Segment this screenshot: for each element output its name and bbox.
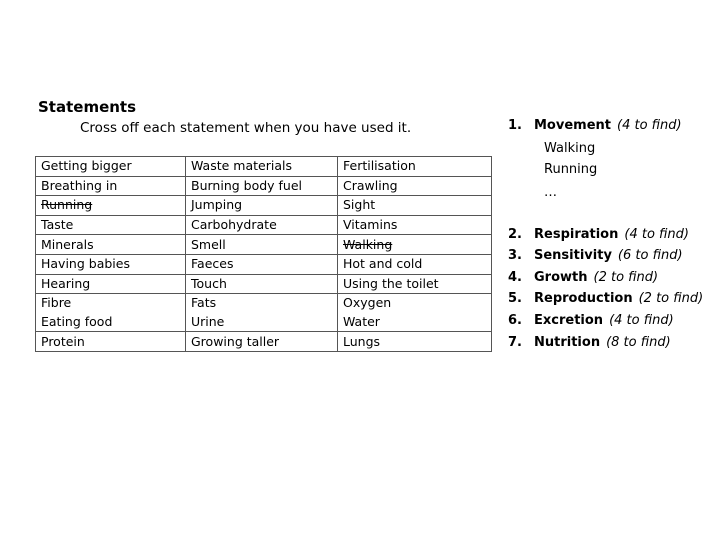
statement-cell: Burning body fuel — [186, 176, 338, 196]
instruction-text: Cross off each statement when you have used it. — [80, 120, 412, 136]
process-item — [508, 270, 658, 285]
statement-cell: Eating food — [36, 313, 186, 332]
statement-cell: Taste — [36, 215, 186, 235]
process-name: Sensitivity — [534, 248, 612, 263]
process-number: 5. — [508, 291, 522, 306]
statement-cell: Sight — [338, 196, 492, 216]
process-example: Walking — [544, 141, 596, 156]
process-name: Growth — [534, 270, 588, 285]
process-number: 7. — [508, 335, 522, 350]
statement-cell: Having babies — [36, 254, 186, 274]
process-name: Respiration — [534, 227, 619, 242]
statement-cell: Minerals — [36, 235, 186, 255]
table-row — [36, 157, 492, 177]
process-number: 6. — [508, 313, 522, 328]
process-number: 2. — [508, 227, 522, 242]
process-item — [508, 227, 689, 242]
sheet-title: Statements — [38, 98, 137, 116]
process-name: Excretion — [534, 313, 604, 328]
process-count: (2 to find) — [593, 270, 659, 285]
process-count: (4 to find) — [617, 118, 682, 133]
process-count: (4 to find) — [624, 227, 689, 242]
process-name: Nutrition — [534, 335, 601, 350]
process-item — [508, 313, 674, 328]
process-example: … — [544, 185, 557, 200]
statement-cell: Carbohydrate — [186, 215, 338, 235]
table-row — [36, 332, 492, 352]
process-count: (4 to find) — [609, 313, 674, 328]
process-count: (6 to find) — [617, 248, 683, 263]
process-name: Reproduction — [534, 291, 633, 306]
process-count: (2 to find) — [638, 291, 704, 306]
process-number: 3. — [508, 248, 522, 263]
process-item — [508, 248, 683, 263]
table-row — [36, 196, 492, 216]
statement-cell: Lungs — [338, 332, 492, 352]
table-row — [36, 235, 492, 255]
statement-cell: Crawling — [338, 176, 492, 196]
statement-cell: Smell — [186, 235, 338, 255]
statement-cell: Getting bigger — [36, 157, 186, 177]
table-row — [36, 254, 492, 274]
statement-cell: Hot and cold — [338, 254, 492, 274]
statement-cell: Protein — [36, 332, 186, 352]
process-item — [508, 335, 671, 350]
statement-cell: Urine — [186, 313, 338, 332]
process-number: 4. — [508, 270, 522, 285]
statement-cell: Using the toilet — [338, 274, 492, 294]
statement-cell: Running — [36, 196, 186, 216]
statement-cell: Faeces — [186, 254, 338, 274]
process-number: 1. — [508, 118, 522, 133]
table-row — [36, 274, 492, 294]
statement-cell: Oxygen — [338, 294, 492, 313]
statement-cell: Touch — [186, 274, 338, 294]
statement-cell: Fats — [186, 294, 338, 313]
statement-cell: Jumping — [186, 196, 338, 216]
process-item — [508, 118, 682, 133]
process-example: Running — [544, 162, 598, 177]
table-row — [36, 215, 492, 235]
statement-cell: Vitamins — [338, 215, 492, 235]
statement-cell: Walking — [338, 235, 492, 255]
statements-table — [35, 156, 492, 352]
process-count: (8 to find) — [606, 335, 671, 350]
statement-cell: Breathing in — [36, 176, 186, 196]
statement-cell: Fertilisation — [338, 157, 492, 177]
table-row — [36, 176, 492, 196]
statement-cell: Waste materials — [186, 157, 338, 177]
statement-cell: Fibre — [36, 294, 186, 313]
statement-cell: Water — [338, 313, 492, 332]
process-name: Movement — [534, 118, 611, 133]
table-row — [36, 313, 492, 332]
statement-cell: Hearing — [36, 274, 186, 294]
statement-cell: Growing taller — [186, 332, 338, 352]
table-row — [36, 294, 492, 313]
process-item — [508, 291, 703, 306]
